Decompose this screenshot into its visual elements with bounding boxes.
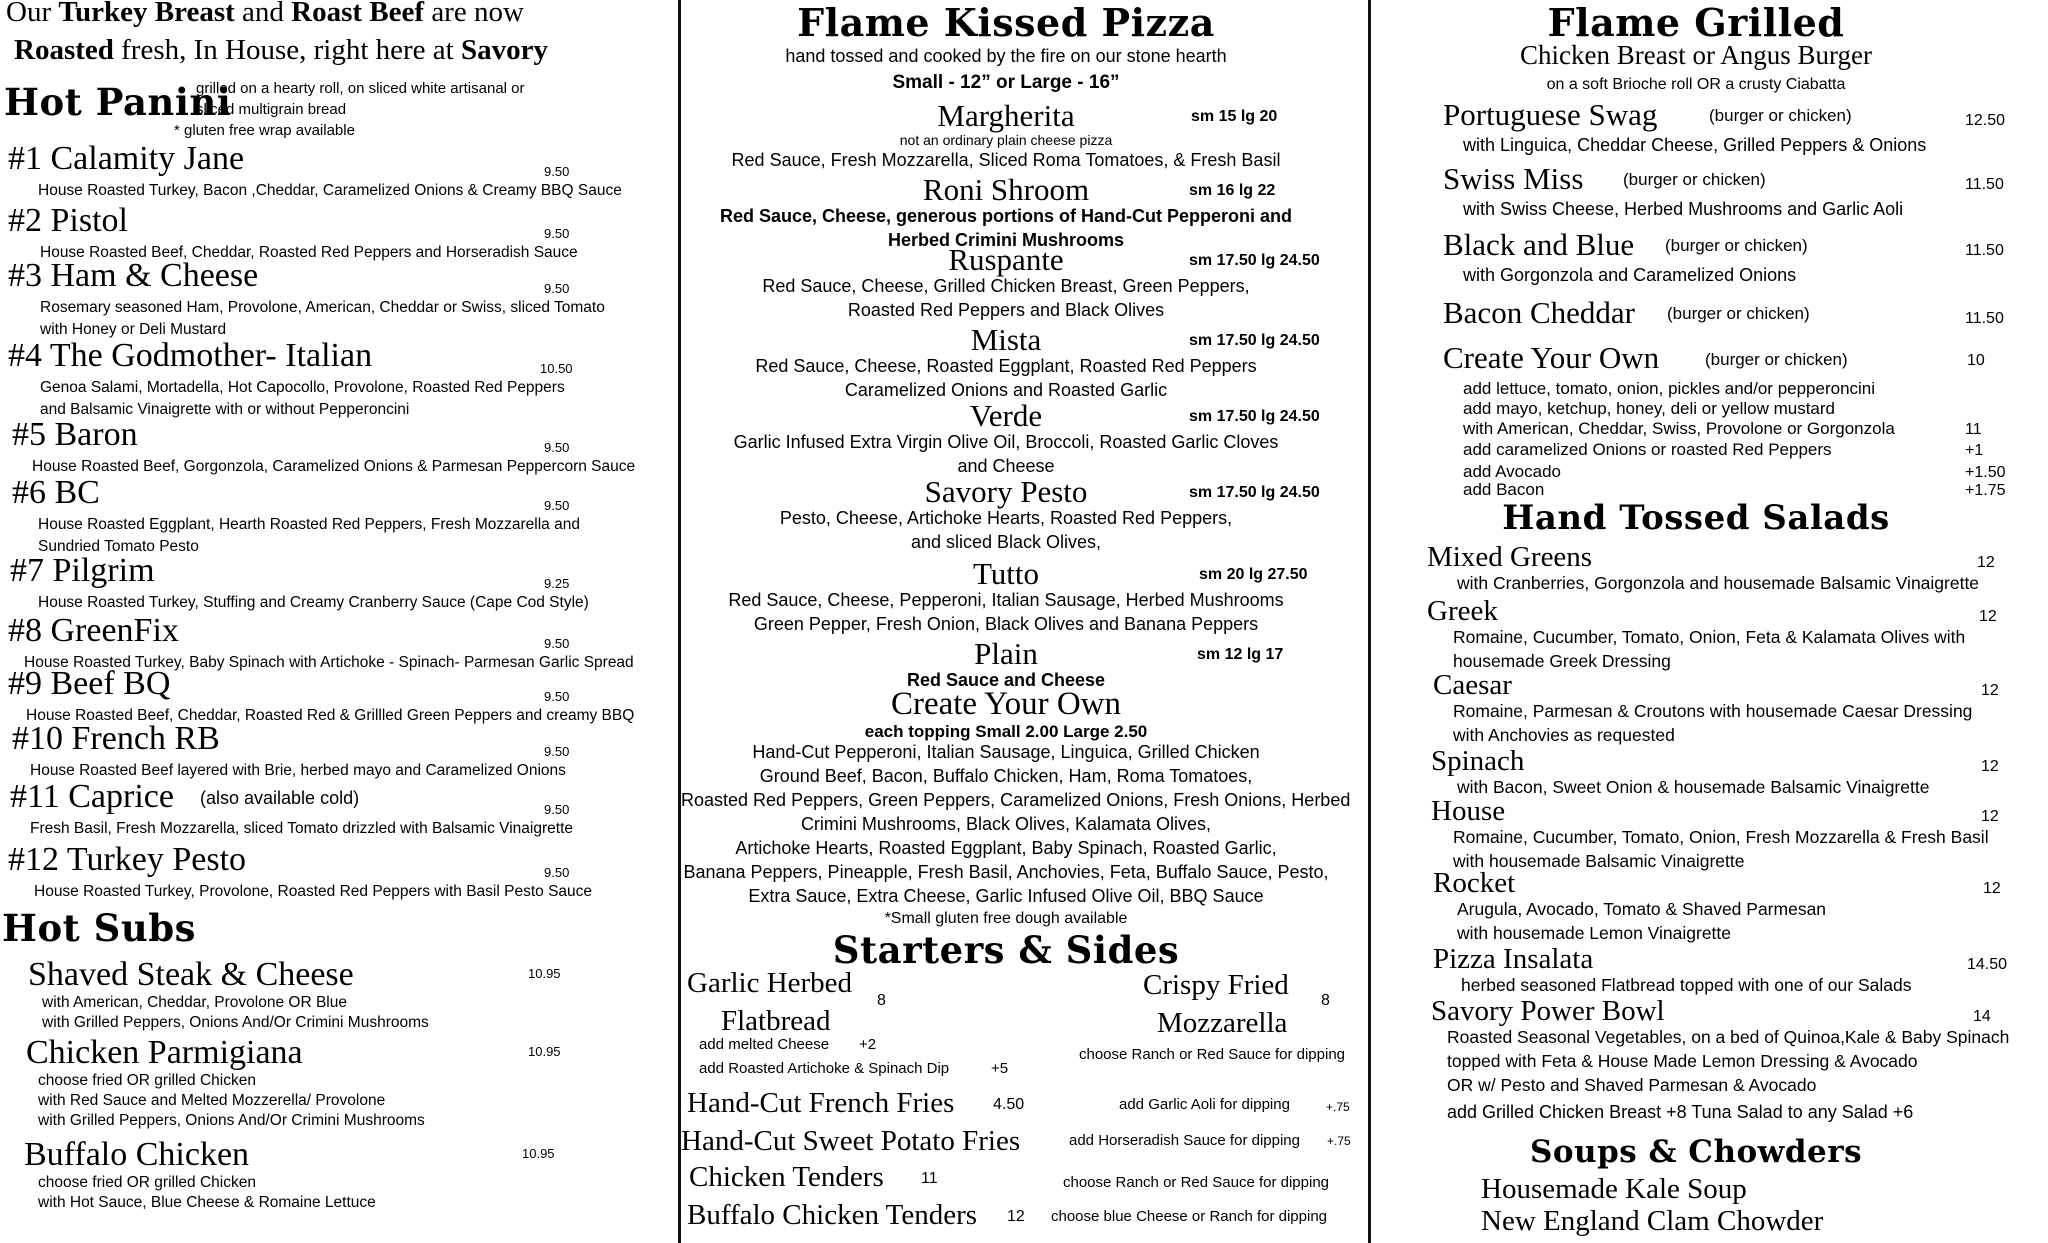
pizza-description: Herbed Crimini Mushrooms [887, 230, 1125, 250]
salad-description: with Anchovies as requested [1453, 725, 1675, 745]
panini-price: 9.50 [544, 281, 570, 296]
gluten-free-note: * gluten free wrap available [174, 122, 355, 139]
pizza-sizes: Small - 12” or Large - 16” [892, 72, 1120, 93]
hot-subs-title: Hot Subs [2, 906, 196, 950]
sub-description: choose fried OR grilled Chicken [38, 1072, 256, 1089]
garlic-flatbread-name-2: Flatbread [721, 1005, 831, 1037]
panini-price: 10.50 [540, 361, 573, 376]
sweet-potato-fries-note-price: +.75 [1327, 1134, 1351, 1148]
sweet-potato-fries-name: Hand-Cut Sweet Potato Fries [681, 1125, 1021, 1157]
soup-name: Housemade Kale Soup [1481, 1173, 1747, 1205]
salad-price: 14.50 [1967, 956, 2008, 973]
mozzarella-note: choose Ranch or Red Sauce for dipping [1079, 1046, 1346, 1063]
garlic-flatbread-price: 8 [877, 992, 886, 1009]
flame-grilled-title: Flame Grilled [1547, 0, 1845, 45]
salad-description: with Cranberries, Gorgonzola and housemade Balsamic Vinaigrette [1457, 573, 1980, 593]
pizza-price: sm 20 lg 27.50 [1199, 566, 1308, 583]
salad-name: Mixed Greens [1427, 541, 1593, 573]
grill-cyo-line: add Bacon [1463, 480, 1545, 499]
grill-item-note: (burger or chicken) [1665, 236, 1808, 255]
sub-description: with Hot Sauce, Blue Cheese & Romaine Lettuce [38, 1194, 376, 1211]
pizza-topping-line: Hand-Cut Pepperoni, Italian Sausage, Linguica, Grilled Chicken [752, 742, 1260, 762]
panini-name-note: (also available cold) [200, 788, 360, 808]
mozzarella-name-2: Mozzarella [1157, 1007, 1288, 1039]
sub-price: 10.95 [522, 1146, 555, 1161]
sub-description: with Grilled Peppers, Onions And/Or Crimini Mushrooms [42, 1014, 429, 1031]
panini-name: #11 Caprice [10, 778, 174, 815]
pizza-topping-line: Extra Sauce, Extra Cheese, Garlic Infused Olive Oil, BBQ Sauce [748, 886, 1264, 906]
sub-price: 10.95 [528, 966, 561, 981]
panini-description: Fresh Basil, Fresh Mozzarella, sliced Tomato drizzled with Balsamic Vinaigrette [30, 820, 573, 837]
salad-name: House [1431, 795, 1506, 827]
salad-price: 12 [1981, 682, 1999, 699]
grill-cyo-line: add mayo, ketchup, honey, deli or yellow mustard [1463, 399, 1835, 418]
grill-item-name: Black and Blue [1443, 227, 1635, 262]
panini-price: 9.50 [544, 744, 570, 759]
sub-description: choose fried OR grilled Chicken [38, 1174, 256, 1191]
panini-price: 9.50 [544, 865, 570, 880]
pizza-price: sm 12 lg 17 [1197, 646, 1284, 663]
pizza-description: and sliced Black Olives, [910, 532, 1102, 552]
panini-name: #9 Beef BQ [8, 665, 171, 702]
pizza-name: Plain [974, 636, 1038, 671]
panini-description: Sundried Tomato Pesto [38, 538, 199, 555]
pizza-name: Margherita [937, 98, 1075, 133]
sub-name: Buffalo Chicken [24, 1136, 250, 1173]
chicken-tenders-price: 11 [921, 1170, 938, 1187]
sub-price: 10.95 [528, 1044, 561, 1059]
column-sandwiches [0, 0, 676, 1243]
grill-item-name: Portuguese Swag [1443, 97, 1658, 132]
panini-name: #7 Pilgrim [10, 552, 155, 589]
pizza-description: Roasted Red Peppers and Black Olives [847, 300, 1165, 320]
pizza-price: sm 17.50 lg 24.50 [1189, 332, 1320, 349]
salad-name: Savory Power Bowl [1431, 995, 1665, 1027]
garlic-add-dip: add Roasted Artichoke & Spinach Dip [699, 1060, 950, 1077]
panini-price: 9.50 [544, 802, 570, 817]
pizza-topping-line: Roasted Red Peppers, Green Peppers, Caramelized Onions, Fresh Onions, Herbed [681, 790, 1351, 810]
panini-description: Genoa Salami, Mortadella, Hot Capocollo, Provolone, Roasted Red Peppers [40, 379, 565, 396]
salad-price: 12 [1977, 554, 1995, 571]
grill-cyo-line-price: +1.50 [1965, 464, 2006, 481]
salad-description: Romaine, Cucumber, Tomato, Onion, Feta & Kalamata Olives with [1453, 627, 1966, 647]
mozzarella-name-1: Crispy Fried [1143, 969, 1289, 1001]
sweet-potato-fries-note: add Horseradish Sauce for dipping [1069, 1132, 1300, 1149]
panini-name: #3 Ham & Cheese [8, 257, 259, 294]
panini-description: House Roasted Turkey, Provolone, Roasted Red Peppers with Basil Pesto Sauce [34, 883, 593, 900]
salad-price: 14 [1973, 1008, 1991, 1025]
pizza-gf-note: *Small gluten free dough available [884, 910, 1128, 927]
intro-line-2: Roasted fresh, In House, right here at Savory [14, 34, 548, 66]
salads-title: Hand Tossed Salads [1502, 498, 1890, 538]
starters-title: Starters & Sides [832, 928, 1180, 972]
pizza-subtitle: hand tossed and cooked by the fire on our stone hearth [785, 46, 1227, 66]
pizza-topping-line: Crimini Mushrooms, Black Olives, Kalamata Olives, [800, 814, 1212, 834]
grill-item-name: Bacon Cheddar [1443, 295, 1635, 330]
pizza-description: and Cheese [957, 456, 1055, 476]
salad-addon: add Grilled Chicken Breast +8 Tuna Salad to any Salad +6 [1447, 1102, 1914, 1122]
pizza-price: sm 17.50 lg 24.50 [1189, 484, 1320, 501]
panini-price: 9.50 [544, 164, 570, 179]
salad-description: with housemade Lemon Vinaigrette [1457, 923, 1732, 943]
intro-line-1: Our Turkey Breast and Roast Beef are now [6, 0, 524, 28]
salad-description: with housemade Balsamic Vinaigrette [1453, 851, 1745, 871]
salad-name: Pizza Insalata [1433, 943, 1594, 975]
hot-panini-note-2: sliced multigrain bread [196, 101, 347, 118]
salad-description: Romaine, Parmesan & Croutons with housemade Caesar Dressing [1453, 701, 1973, 721]
pizza-name: Roni Shroom [922, 172, 1090, 207]
chicken-tenders-note: choose Ranch or Red Sauce for dipping [1063, 1174, 1330, 1191]
panini-name: #4 The Godmother- Italian [8, 337, 373, 374]
salad-description: herbed seasoned Flatbread topped with one of our Salads [1461, 975, 1912, 995]
pizza-note: not an ordinary plain cheese pizza [899, 132, 1113, 148]
grill-item-description: with Gorgonzola and Caramelized Onions [1463, 265, 1797, 285]
pizza-description: Red Sauce, Cheese, Pepperoni, Italian Sausage, Herbed Mushrooms [728, 590, 1284, 610]
salad-price: 12 [1981, 758, 1999, 775]
column-pizza [681, 0, 1369, 1243]
sub-name: Shaved Steak & Cheese [28, 956, 354, 993]
soups-title: Soups & Chowders [1529, 1134, 1863, 1170]
pizza-topping-line: Ground Beef, Bacon, Buffalo Chicken, Ham, Roma Tomatoes, [759, 766, 1253, 786]
salad-description: OR w/ Pesto and Shaved Parmesan & Avocado [1447, 1075, 1817, 1095]
sub-name: Chicken Parmigiana [26, 1034, 303, 1071]
grill-item-description: with Linguica, Cheddar Cheese, Grilled Peppers & Onions [1463, 135, 1927, 155]
pizza-description: Red Sauce, Cheese, Roasted Eggplant, Roasted Red Peppers [755, 356, 1257, 376]
pizza-price: sm 17.50 lg 24.50 [1189, 252, 1320, 269]
buffalo-tenders-price: 12 [1007, 1208, 1025, 1225]
sub-description: with American, Cheddar, Provolone OR Blue [42, 994, 347, 1011]
pizza-description: Red Sauce and Cheese [906, 670, 1106, 690]
sub-description: with Grilled Peppers, Onions And/Or Crimini Mushrooms [38, 1112, 425, 1129]
panini-description: House Roasted Beef, Cheddar, Roasted Red & Grillled Green Peppers and creamy BBQ [26, 707, 635, 724]
grill-item-description: with Swiss Cheese, Herbed Mushrooms and Garlic Aoli [1463, 199, 1904, 219]
pizza-description: Red Sauce, Fresh Mozzarella, Sliced Roma Tomatoes, & Fresh Basil [731, 150, 1281, 170]
pizza-topping-line: Artichoke Hearts, Roasted Eggplant, Baby Spinach, Roasted Garlic, [735, 838, 1277, 858]
grill-item-name: Swiss Miss [1443, 161, 1584, 196]
column-grill-salads [1371, 0, 2048, 1243]
grill-item-price: 11.50 [1965, 310, 2004, 327]
panini-description: with Honey or Deli Mustard [40, 321, 227, 338]
salad-description: with Bacon, Sweet Onion & housemade Balsamic Vinaigrette [1457, 777, 1930, 797]
salad-price: 12 [1981, 808, 1999, 825]
panini-name: #8 GreenFix [8, 612, 179, 649]
grill-cyo-line-price: +1.75 [1965, 482, 2006, 499]
pizza-name: Tutto [972, 556, 1040, 591]
buffalo-tenders-name: Buffalo Chicken Tenders [687, 1199, 978, 1231]
panini-description: House Roasted Eggplant, Hearth Roasted Red Peppers, Fresh Mozzarella and [38, 516, 580, 533]
grill-cyo-line-price: +1 [1965, 442, 1984, 459]
salad-description: housemade Greek Dressing [1453, 651, 1671, 671]
pizza-description: Red Sauce, Cheese, generous portions of Hand-Cut Pepperoni and [719, 206, 1293, 226]
mozzarella-price: 8 [1321, 992, 1330, 1009]
grill-item-price: 12.50 [1965, 112, 2006, 129]
grill-item-note: (burger or chicken) [1623, 170, 1766, 189]
grill-cyo-line: add caramelized Onions or roasted Red Peppers [1463, 440, 1832, 459]
panini-description: House Roasted Turkey, Bacon ,Cheddar, Caramelized Onions & Creamy BBQ Sauce [38, 182, 622, 199]
pizza-name: Mista [970, 322, 1042, 357]
panini-price: 9.50 [544, 440, 570, 455]
panini-description: House Roasted Beef layered with Brie, herbed mayo and Caramelized Onions [30, 762, 566, 779]
chicken-tenders-name: Chicken Tenders [689, 1161, 884, 1193]
pizza-description: Pesto, Cheese, Artichoke Hearts, Roasted Red Peppers, [779, 508, 1233, 528]
panini-name: #12 Turkey Pesto [8, 841, 247, 878]
grill-item-note: (burger or chicken) [1667, 304, 1810, 323]
hot-panini-title: Hot Panini [4, 80, 232, 124]
pizza-price: sm 17.50 lg 24.50 [1189, 408, 1320, 425]
garlic-flatbread-name-1: Garlic Herbed [687, 967, 853, 999]
panini-name: #2 Pistol [8, 202, 128, 239]
pizza-price: sm 16 lg 22 [1189, 182, 1276, 199]
grill-item-price: 11.50 [1965, 176, 2004, 193]
pizza-name: Verde [969, 398, 1043, 433]
salad-description: Romaine, Cucumber, Tomato, Onion, Fresh Mozzarella & Fresh Basil [1453, 827, 1989, 847]
french-fries-note-price: +.75 [1326, 1100, 1350, 1114]
grill-cyo-price: 10 [1967, 352, 1985, 369]
pizza-description: Red Sauce, Cheese, Grilled Chicken Breast, Green Peppers, [762, 276, 1250, 296]
garlic-add-cheese-price: +2 [859, 1036, 877, 1053]
grill-cyo-line-price: 11 [1965, 421, 1982, 438]
panini-description: and Balsamic Vinaigrette with or without Pepperoncini [40, 401, 410, 418]
pizza-description: Garlic Infused Extra Virgin Olive Oil, Broccoli, Roasted Garlic Cloves [733, 432, 1279, 452]
french-fries-note: add Garlic Aoli for dipping [1119, 1096, 1290, 1113]
grill-item-price: 11.50 [1965, 242, 2004, 259]
salad-name: Spinach [1431, 745, 1525, 777]
panini-description: House Roasted Turkey, Baby Spinach with Artichoke - Spinach- Parmesan Garlic Spread [24, 654, 634, 671]
pizza-description: Green Pepper, Fresh Onion, Black Olives and Banana Peppers [753, 614, 1259, 634]
grill-cyo-name: Create Your Own [1443, 340, 1660, 375]
panini-name: #1 Calamity Jane [8, 140, 245, 177]
pizza-description: Caramelized Onions and Roasted Garlic [844, 380, 1168, 400]
panini-price: 9.50 [544, 226, 570, 241]
pizza-title: Flame Kissed Pizza [797, 0, 1215, 45]
pizza-cyo-price: each topping Small 2.00 Large 2.50 [864, 722, 1148, 741]
salad-name: Greek [1427, 595, 1498, 627]
hot-panini-note-1: grilled on a hearty roll, on sliced white artisanal or [196, 80, 525, 97]
panini-price: 9.50 [544, 636, 570, 651]
grill-cyo-line: add lettuce, tomato, onion, pickles and/or pepperoncini [1463, 379, 1876, 398]
grill-item-note: (burger or chicken) [1709, 106, 1852, 125]
salad-price: 12 [1979, 608, 1997, 625]
panini-description: House Roasted Turkey, Stuffing and Creamy Cranberry Sauce (Cape Cod Style) [38, 594, 589, 611]
salad-description: Roasted Seasonal Vegetables, on a bed of Quinoa,Kale & Baby Spinach [1447, 1027, 2010, 1047]
panini-name: #6 BC [12, 474, 100, 511]
panini-description: House Roasted Beef, Gorgonzola, Caramelized Onions & Parmesan Peppercorn Sauce [32, 458, 636, 475]
salad-price: 12 [1983, 880, 2001, 897]
french-fries-name: Hand-Cut French Fries [687, 1087, 955, 1119]
salad-description: topped with Feta & House Made Lemon Dressing & Avocado [1447, 1051, 1918, 1071]
panini-price: 9.25 [544, 576, 570, 591]
pizza-cyo-name: Create Your Own [890, 686, 1122, 722]
panini-description: House Roasted Beef, Cheddar, Roasted Red Peppers and Horseradish Sauce [40, 244, 578, 261]
pizza-price: sm 15 lg 20 [1191, 108, 1278, 125]
panini-price: 9.50 [544, 689, 570, 704]
french-fries-price: 4.50 [993, 1096, 1025, 1113]
grill-cyo-note: (burger or chicken) [1705, 350, 1848, 369]
garlic-add-cheese: add melted Cheese [699, 1036, 830, 1053]
sub-description: with Red Sauce and Melted Mozzerella/ Provolone [38, 1092, 386, 1109]
flame-grilled-bun-note: on a soft Brioche roll OR a crusty Ciabatta [1546, 76, 1846, 93]
garlic-add-dip-price: +5 [991, 1060, 1009, 1077]
flame-grilled-subtitle: Chicken Breast or Angus Burger [1520, 40, 1872, 70]
panini-description: Rosemary seasoned Ham, Provolone, American, Cheddar or Swiss, sliced Tomato [40, 299, 605, 316]
salad-name: Caesar [1433, 669, 1512, 701]
panini-name: #5 Baron [12, 416, 138, 453]
salad-name: Rocket [1433, 867, 1516, 899]
buffalo-tenders-note: choose blue Cheese or Ranch for dipping [1051, 1208, 1328, 1225]
soup-name: New England Clam Chowder [1481, 1205, 1824, 1237]
grill-cyo-line: with American, Cheddar, Swiss, Provolone or Gorgonzola [1463, 419, 1895, 438]
panini-price: 9.50 [544, 498, 570, 513]
pizza-name: Savory Pesto [924, 474, 1088, 509]
salad-description: Arugula, Avocado, Tomato & Shaved Parmesan [1457, 899, 1827, 919]
panini-name: #10 French RB [12, 720, 220, 757]
pizza-name: Ruspante [948, 242, 1064, 277]
grill-cyo-line: add Avocado [1463, 462, 1561, 481]
pizza-topping-line: Banana Peppers, Pineapple, Fresh Basil, Anchovies, Feta, Buffalo Sauce, Pesto, [683, 862, 1329, 882]
